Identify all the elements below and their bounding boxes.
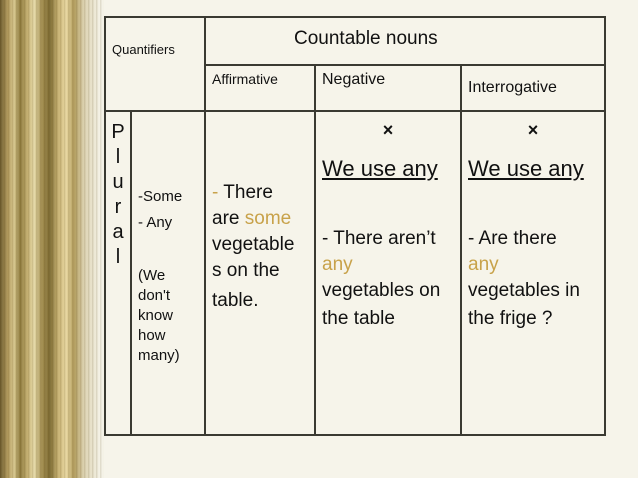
aff-line: table. [212, 290, 259, 311]
neg-line: vegetables on [322, 280, 441, 301]
note-line: many) [138, 347, 180, 364]
note-line: know [138, 307, 174, 324]
subheader-negative-cell [314, 64, 462, 112]
interrogative-cell [460, 110, 606, 436]
quantifiers-header: Quantifiers [112, 42, 175, 57]
quantifier-any: - Any [138, 214, 173, 231]
neg-line: - There aren’t [322, 228, 436, 249]
plural-letter: r [114, 196, 122, 218]
quantifier-note [138, 266, 180, 366]
int-quantifier-any: any [468, 254, 499, 275]
interrogative-rule: We use any [468, 156, 584, 181]
int-line: the frige ? [468, 308, 553, 329]
note-line: how [138, 327, 166, 344]
header-quantifiers-cell [104, 16, 206, 112]
aff-word: There [223, 182, 273, 203]
quantifier-some: -Some [138, 188, 183, 205]
plural-letter: l [115, 146, 121, 168]
subheader-affirmative-cell [204, 64, 316, 112]
affirmative-header: Affirmative [212, 71, 278, 87]
aff-dash: - [212, 182, 219, 203]
neg-quantifier-any: any [322, 254, 353, 275]
aff-line: vegetable [212, 234, 295, 255]
plural-letter: l [115, 246, 121, 268]
aff-line: s on the [212, 260, 280, 281]
plural-vertical-label [106, 120, 130, 270]
affirmative-example [212, 180, 294, 314]
int-line: - Are there [468, 228, 557, 249]
negative-cell [314, 110, 462, 436]
plural-letter: u [112, 171, 124, 193]
negative-example [322, 226, 440, 332]
int-line: vegetables in [468, 280, 580, 301]
cross-mark-icon: × [527, 120, 539, 140]
quantifier-items-cell [130, 110, 206, 436]
neg-line: the table [322, 308, 395, 329]
subheader-interrogative-cell [460, 64, 606, 112]
note-line: don't [138, 287, 171, 304]
negative-rule: We use any [322, 156, 438, 181]
header-countable-nouns-cell [204, 16, 606, 66]
cross-mark-icon: × [382, 120, 394, 140]
decorative-wood-strip [0, 0, 104, 478]
affirmative-cell [204, 110, 316, 436]
aff-line [212, 206, 294, 232]
aff-line [212, 180, 294, 206]
wood-grain [0, 0, 104, 478]
interrogative-example [468, 226, 580, 332]
negative-header: Negative [322, 71, 386, 88]
countable-nouns-header: Countable nouns [294, 28, 438, 49]
plural-letter: P [111, 121, 125, 143]
aff-word: are [212, 208, 240, 229]
interrogative-header: Interrogative [468, 79, 557, 96]
note-line: (We [138, 267, 166, 284]
plural-letter: a [112, 221, 124, 243]
aff-quantifier-some: some [244, 208, 292, 229]
plural-cell [104, 110, 132, 436]
